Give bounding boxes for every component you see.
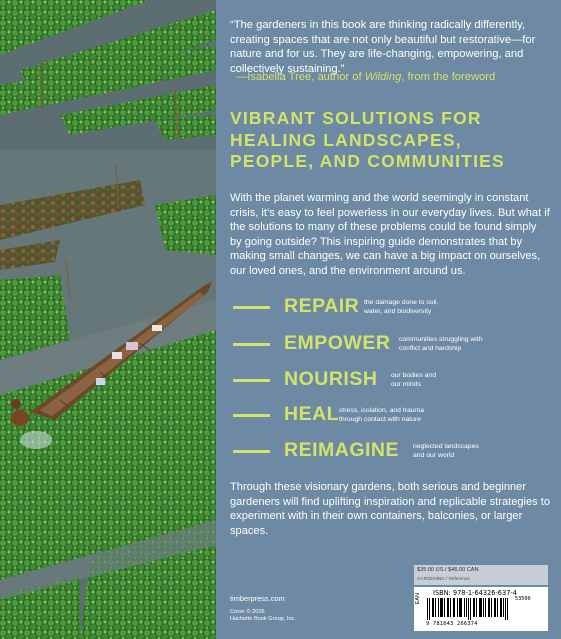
- publisher-website: timberpress.com: [230, 594, 285, 603]
- barcode-box: [414, 587, 548, 631]
- theme-dash: [233, 306, 270, 309]
- ean-label: EAN: [415, 593, 421, 605]
- attribution-prefix: —Isabella Tree, author of: [236, 71, 365, 83]
- copyright-line: Cover © 2026: [230, 609, 265, 615]
- theme-description: the damage done to soil, water, and biodiversity: [364, 299, 439, 315]
- category-text: GARDENING / Reference: [417, 576, 470, 581]
- cover-photo-floating-gardens: [0, 0, 216, 639]
- price-text: $35.00 US / $46.00 CAN: [417, 567, 479, 573]
- theme-word: REPAIR: [284, 295, 360, 317]
- copyright-line: Hachette Book Group, Inc.: [230, 616, 296, 622]
- theme-dash: [233, 379, 270, 382]
- price-box: [414, 565, 548, 585]
- theme-description: communities struggling with conflict and hardship: [399, 336, 483, 352]
- theme-dash: [233, 414, 270, 417]
- headline: VIBRANT SOLUTIONS FOR HEALING LANDSCAPES, PEOPLE, AND COMMUNITIES: [230, 108, 505, 171]
- attribution-book-title: Wilding: [364, 71, 402, 83]
- barcode-digits: 9 781643 266374: [426, 621, 478, 627]
- theme-description: stress, isolation, and trauma through contact with nature: [339, 407, 425, 423]
- barcode-bars: [427, 598, 511, 620]
- theme-dash: [233, 343, 270, 346]
- closing-paragraph: Through these visionary gardens, both serious and beginner gardeners will find uplifting inspiration and replicable strategies to experiment with in their own containers, balconies, or larger spaces.: [230, 481, 551, 537]
- theme-description: our bodies and our minds: [391, 372, 436, 388]
- theme-word: EMPOWER: [284, 332, 391, 354]
- price-code: 53500: [515, 596, 531, 602]
- theme-word: HEAL: [284, 403, 340, 425]
- theme-word: NOURISH: [284, 368, 378, 390]
- isbn-text: ISBN: 978-1-64326-637-4: [433, 589, 517, 597]
- theme-dash: [233, 450, 270, 453]
- theme-description: neglected landscapes and our world: [413, 443, 479, 459]
- attribution-suffix: , from the foreword: [401, 71, 496, 83]
- foreword-quote: “The gardeners in this book are thinking radically differently, creating spaces that are not only beautiful but restorative—for nature and for us. They are life-changing, empowering, and collectively sustaining.”: [230, 19, 536, 75]
- intro-paragraph: With the planet warming and the world seemingly in constant crisis, it’s easy to feel powerless in our everyday lives. But what if the solutions to many of these problems could be found simply by going outside? This inspiring guide demonstrates that by making small changes, we can have a big impact on ourselves, our loved ones, and the environment around us.: [230, 192, 550, 277]
- copyright-notice: [230, 609, 296, 623]
- theme-word: REIMAGINE: [284, 439, 400, 461]
- text-panel: [216, 0, 561, 639]
- quote-attribution: [236, 71, 495, 83]
